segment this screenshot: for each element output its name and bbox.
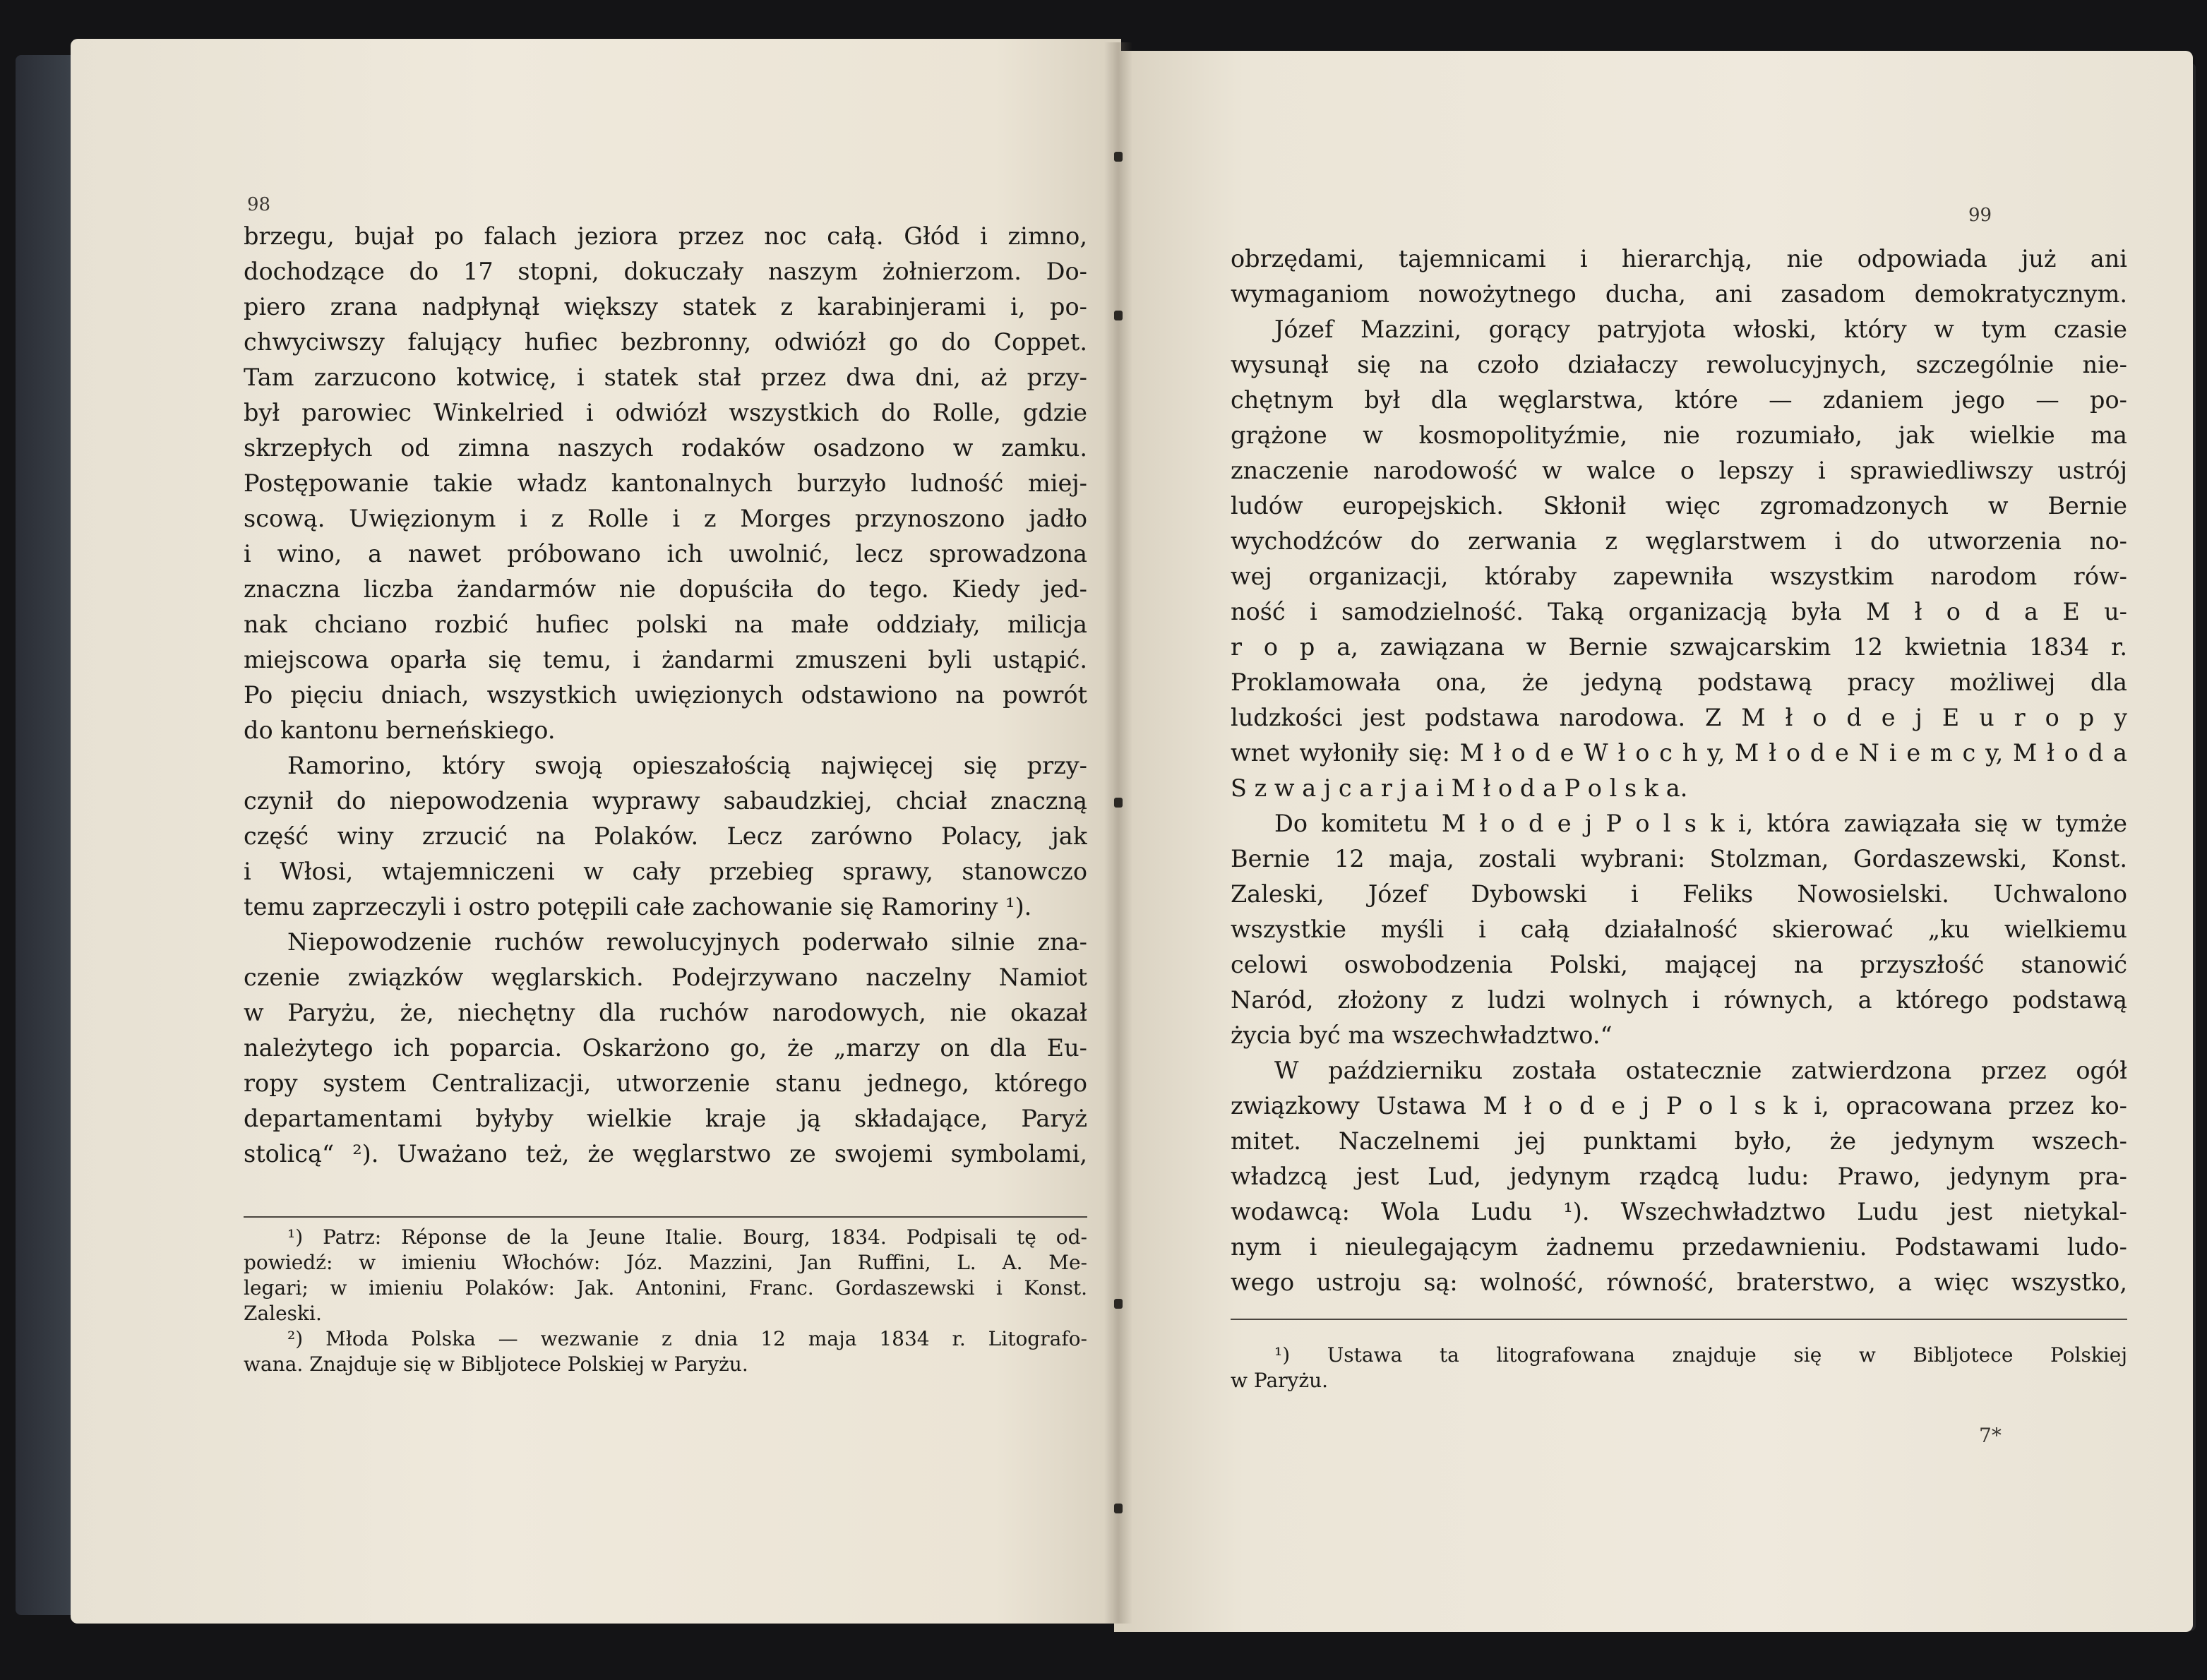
footnote-line: ¹) Patrz: Réponse de la Jeune Italie. Bourg, 1834. Podpisali tę od- (287, 1225, 1087, 1249)
left-footnotes (244, 1225, 1087, 1377)
text-line: brzegu, bujał po falach jeziora przez noc całą. Głód i zimno, (244, 222, 1087, 250)
text-line: ność i samodzielność. Taką organizacją była M ł o d a E u- (1231, 598, 2127, 625)
footnote-line: powiedź: w imieniu Włochów: Józ. Mazzini, Jan Ruffini, L. A. Me- (244, 1251, 1087, 1274)
text-line: i wino, a nawet próbowano ich uwolnić, lecz sprowadzona (244, 540, 1087, 568)
footnote-line: ¹) Ustawa ta litografowana znajduje się w Bibljotece Polskiej (1274, 1343, 2127, 1367)
page-number-right: 99 (1968, 205, 1992, 226)
text-line: grążone w kosmopolityźmie, nie rozumiało, jak wielkie ma (1231, 421, 2127, 449)
text-line: Naród, złożony z ludzi wolnych i równych, a którego podstawą (1231, 986, 2127, 1014)
sheet-signature: 7* (1979, 1424, 2002, 1447)
text-line: do kantonu berneńskiego. (244, 716, 556, 744)
text-line: życia być ma wszechwładztwo.“ (1231, 1021, 1613, 1049)
footnote-line: legari; w imieniu Polaków: Jak. Antonini, Franc. Gordaszewski i Konst. (244, 1276, 1087, 1300)
page-number-left: 98 (247, 194, 271, 215)
binding-stitch (1114, 1299, 1123, 1309)
right-footnotes (1231, 1343, 2127, 1393)
book-gutter (1104, 42, 1132, 1624)
text-line: czenie związków węglarskich. Podejrzywano naczelny Namiot (244, 964, 1087, 991)
text-line: stolicą“ ²). Uważano też, że węglarstwo ze swojemi symbolami, (244, 1140, 1087, 1168)
text-line: czynił do niepowodzenia wyprawy sabaudzkiej, chciał znaczną (244, 787, 1087, 815)
text-line: wszystkie myśli i całą działalność skierować „ku wielkiemu (1231, 916, 2127, 943)
footnote-line: ²) Młoda Polska — wezwanie z dnia 12 maja 1834 r. Litografo- (287, 1327, 1087, 1350)
text-line: piero zrana nadpłynął większy statek z karabinjerami i, po- (244, 293, 1087, 320)
footnote-rule-right (1231, 1319, 2127, 1320)
text-line: chętnym był dla węglarstwa, które — zdaniem jego — po- (1231, 386, 2127, 414)
text-line: wodawcą: Wola Ludu ¹). Wszechwładztwo Ludu jest nietykal- (1231, 1198, 2127, 1225)
text-line: Proklamowała ona, że jedyną podstawą pracy możliwej dla (1231, 668, 2127, 696)
text-line: wymaganiom nowożytnego ducha, ani zasadom demokratycznym. (1231, 280, 2127, 308)
binding-stitch (1114, 1504, 1123, 1513)
left-page (71, 39, 1121, 1624)
text-line: obrzędami, tajemnicami i hierarchją, nie odpowiada już ani (1231, 245, 2127, 272)
footnote-rule-left (244, 1216, 1087, 1218)
text-line: znaczenie narodowość w walce o lepszy i sprawiedliwszy ustrój (1231, 457, 2127, 484)
text-line: W październiku została ostatecznie zatwierdzona przez ogół (1274, 1057, 2127, 1084)
text-line: Postępowanie takie władz kantonalnych burzyło ludność miej- (244, 469, 1087, 497)
text-line: nak chciano rozbić hufiec polski na małe oddziały, milicja (244, 611, 1087, 638)
text-line: temu zaprzeczyli i ostro potępili całe zachowanie się Ramoriny ¹). (244, 893, 1032, 920)
text-line: Zaleski, Józef Dybowski i Feliks Nowosielski. Uchwalono (1231, 880, 2127, 908)
binding-stitch (1114, 311, 1123, 320)
right-page-text (1231, 241, 2127, 1300)
text-line: ludzkości jest podstawa narodowa. Z M ł o d e j E u r o p y (1231, 704, 2127, 731)
text-line: r o p a, zawiązana w Bernie szwajcarskim 12 kwietnia 1834 r. (1231, 633, 2127, 661)
footnote-line: wana. Znajduje się w Bibljotece Polskiej w Paryżu. (244, 1352, 748, 1376)
text-line: Po pięciu dniach, wszystkich uwięzionych odstawiono na powrót (244, 681, 1087, 709)
right-page (1114, 51, 2193, 1632)
text-line: i Włosi, wtajemniczeni w cały przebieg sprawy, stanowczo (244, 858, 1087, 885)
text-line: wej organizacji, któraby zapewniła wszystkim narodom rów- (1231, 563, 2127, 590)
text-line: wychodźców do zerwania z węglarstwem i do utworzenia no- (1231, 527, 2127, 555)
text-line: Niepowodzenie ruchów rewolucyjnych poderwało silnie zna- (287, 928, 1087, 956)
text-line: część winy zrzucić na Polaków. Lecz zarówno Polacy, jak (244, 822, 1087, 850)
text-line: Józef Mazzini, gorący patryjota włoski, który w tym czasie (1274, 316, 2127, 343)
text-line: mitet. Naczelnemi jej punktami było, że jedynym wszech- (1231, 1127, 2127, 1155)
text-line: ropy system Centralizacji, utworzenie stanu jednego, którego (244, 1069, 1087, 1097)
text-line: S z w a j c a r j a i M ł o d a P o l s k a. (1231, 774, 1688, 802)
text-line: znaczna liczba żandarmów nie dopuściła do tego. Kiedy jed- (244, 575, 1087, 603)
text-line: wego ustroju są: wolność, równość, braterstwo, a więc wszystko, (1231, 1268, 2127, 1296)
left-page-text (244, 219, 1087, 1172)
text-line: związkowy Ustawa M ł o d e j P o l s k i, opracowana przez ko- (1231, 1092, 2127, 1120)
text-line: wysunął się na czoło działaczy rewolucyjnych, szczególnie nie- (1231, 351, 2127, 378)
text-line: celowi oswobodzenia Polski, mającej na przyszłość stanowić (1231, 951, 2127, 978)
footnote-line: Zaleski. (244, 1302, 322, 1325)
binding-stitch (1114, 798, 1123, 808)
text-line: scową. Uwięzionym i z Rolle i z Morges przynoszono jadło (244, 505, 1087, 532)
text-line: należytego ich poparcia. Oskarżono go, że „marzy on dla Eu- (244, 1034, 1087, 1062)
text-line: nym i nieulegającym żadnemu przedawnieniu. Podstawami ludo- (1231, 1233, 2127, 1261)
text-line: miejscowa oparła się temu, i żandarmi zmuszeni byli ustąpić. (244, 646, 1087, 673)
binding-stitch (1114, 152, 1123, 162)
text-line: był parowiec Winkelried i odwiózł wszystkich do Rolle, gdzie (244, 399, 1087, 426)
text-line: departamentami byłyby wielkie kraje ją składające, Paryż (244, 1105, 1087, 1132)
text-line: władzcą jest Lud, jedynym rządcą ludu: Prawo, jedynym pra- (1231, 1163, 2127, 1190)
text-line: dochodzące do 17 stopni, dokuczały naszym żołnierzom. Do- (244, 258, 1087, 285)
text-line: chwyciwszy falujący hufiec bezbronny, odwiózł go do Coppet. (244, 328, 1087, 356)
text-line: wnet wyłoniły się: M ł o d e W ł o c h y, M ł o d e N i e m c y, M ł o d a (1231, 739, 2127, 767)
text-line: skrzepłych od zimna naszych rodaków osadzono w zamku. (244, 434, 1087, 462)
text-line: w Paryżu, że, niechętny dla ruchów narodowych, nie okazał (244, 999, 1087, 1026)
text-line: ludów europejskich. Skłonił więc zgromadzonych w Bernie (1231, 492, 2127, 520)
text-line: Bernie 12 maja, zostali wybrani: Stolzman, Gordaszewski, Konst. (1231, 845, 2127, 872)
text-line: Tam zarzucono kotwicę, i statek stał przez dwa dni, aż przy- (244, 364, 1087, 391)
text-line: Do komitetu M ł o d e j P o l s k i, która zawiązała się w tymże (1274, 810, 2127, 837)
footnote-line: w Paryżu. (1231, 1369, 1329, 1392)
text-line: Ramorino, który swoją opieszałością najwięcej się przy- (287, 752, 1087, 779)
